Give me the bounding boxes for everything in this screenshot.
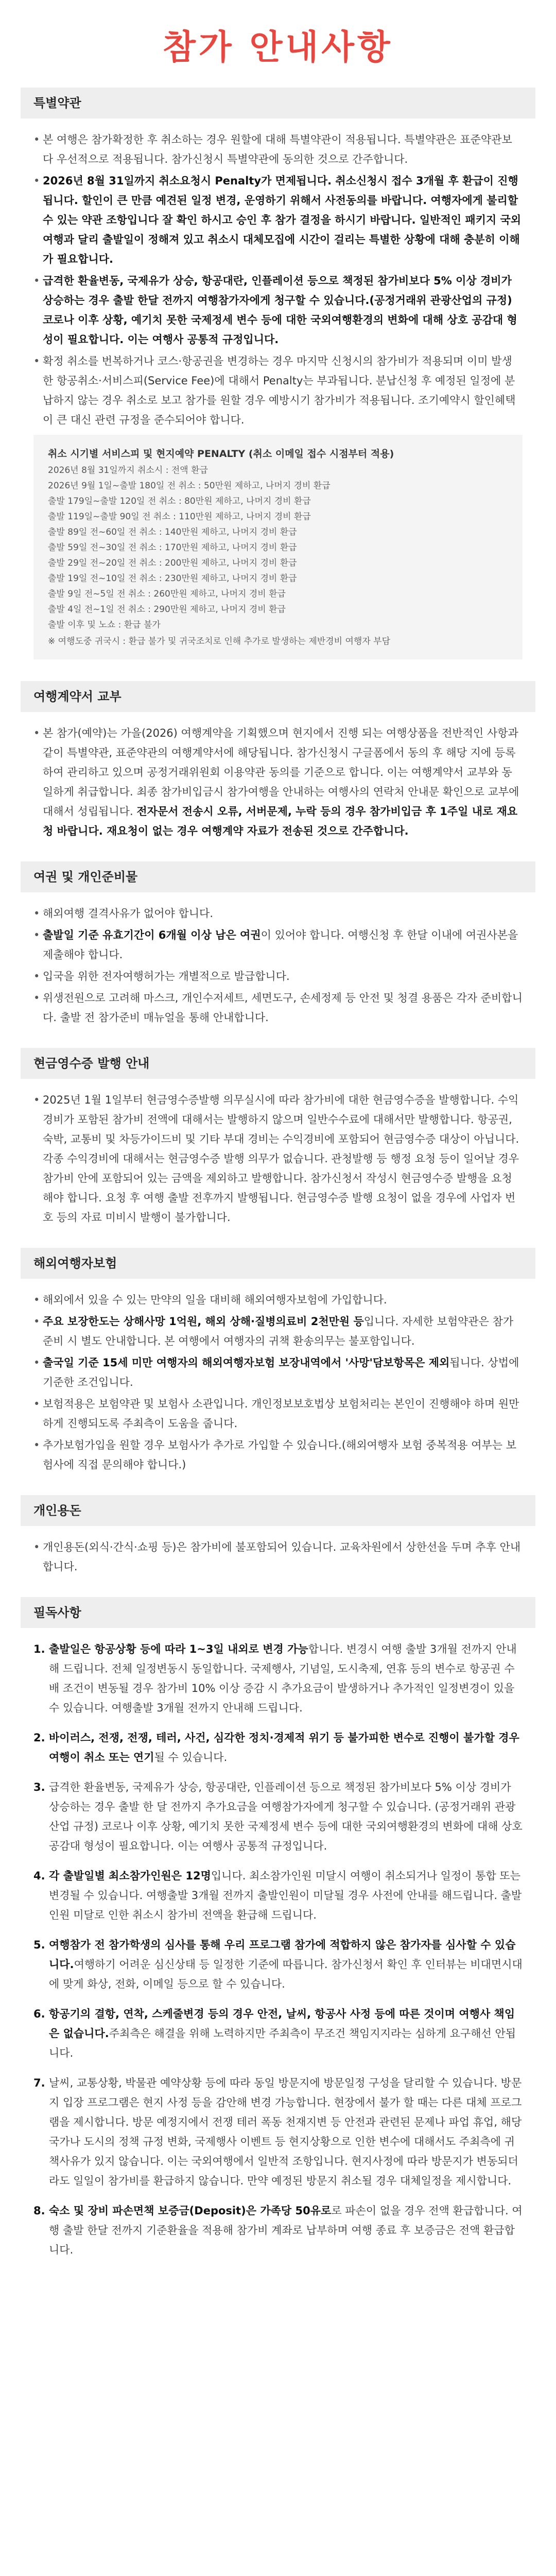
list-item-bold: 출국일 기준 15세 미만 여행자의 해외여행자보험 보장내역에서 '사망'담보항목은 제외 [43,1357,450,1369]
list-item-bold: 숙소 및 장비 파손면책 보증금(Deposit)은 가족당 50유로 [49,2205,332,2217]
page-header [21,0,535,88]
bullet-list [33,1537,523,1577]
list-item-text: 주최측은 해결을 위해 노력하지만 주최측이 무조건 책임지지라는 심하게 요구해선 안됩니다. [49,2027,516,2059]
list-item [33,171,523,269]
section-personal-money [21,1495,535,1597]
list-item [33,967,523,986]
section-body [21,712,535,861]
list-item [33,271,523,349]
section-body [21,1079,535,1248]
penalty-row: 출발 119일~출발 90일 전 취소 : 110만원 제하고, 나머지 경비 환급 [48,512,311,522]
section-receipt [21,1048,535,1248]
list-item-bold: 전자문서 전송시 오류, 서버문제, 누락 등의 경우 참가비입금 후 1주일 내로 재요청 바랍니다. 재요청이 없는 경우 여행계약 자료가 전송된 것으로 간주합니다. [43,805,518,837]
list-item-text: 해외에서 있을 수 있는 만약의 일을 대비해 해외여행자보험에 가입합니다. [43,1294,387,1306]
list-item [33,2201,523,2260]
list-item [33,1639,523,1718]
bullet-list [33,904,523,1027]
penalty-row: 출발 19일 전~10일 전 취소 : 230만원 제하고, 나머지 경비 환급 [48,573,297,584]
list-item-text: 급격한 환율변동, 국제유가 상승, 항공대란, 인플레이션 등으로 책정된 참가비보다 5% 이상 경비가 상승하는 경우 출발 한 달 전까지 추가요금을 여행참가자에게 청구할 수 있습니다. (공정거래위 관광산업 규정) 코로나 이후 상황, 예기치 못한 국제정세 변수 등에 대한 국외여행환경의 변화에 대해 상호 공감대 형성이 필요합니다. 이는 여행사 공통적 규정입니다. [49,1781,523,1852]
list-item [33,1935,523,1994]
list-item-text: 개인용돈(외식·간식·쇼핑 등)은 참가비에 불포함되어 있습니다. 교육차원에서 상한선을 두며 추후 안내합니다. [43,1541,521,1573]
list-item-text: 이 있어야 합니다. 여행신청 후 한달 이내에 여권사본을 제출해야 합니다. [43,929,518,961]
list-item-bold: 항공기의 결항, 연착, 스케줄변경 등의 경우 안전, 날씨, 항공사 사정 등에 따른 것이며 여행사 책임은 없습니다. [49,2008,515,2040]
page-title: 참가 안내사항 [163,27,393,67]
list-item-bold: 바이러스, 전쟁, 전쟁, 테러, 사건, 심각한 정치·경제적 위기 등 불가피한 변수로 진행이 불가할 경우 여행이 취소 또는 연기 [49,1732,519,1764]
list-item-text: 입국을 위한 전자여행허가는 개별적으로 발급합니다. [43,970,290,982]
list-item [33,925,523,964]
penalty-row: 출발 89일 전~60일 전 취소 : 140만원 제하고, 나머지 경비 환급 [48,527,297,537]
list-item [33,1537,523,1577]
penalty-row: 2026년 8월 31일까지 취소시 : 전액 환급 [48,465,208,476]
list-item-bold: 여행참가 전 참가학생의 심사를 통해 우리 프로그램 참가에 적합하지 않은 참가자를 심사할 수 있습니다. [49,1939,516,1971]
bullet-list [33,1090,523,1227]
section-contract [21,681,535,861]
penalty-note: ※ 여행도중 귀국시 : 환급 불가 및 귀국조치로 인해 추가로 발생하는 제반경비 여행자 부담 [48,636,390,647]
item-number: 6. [33,2008,45,2020]
list-item-text: 될 수 있습니다. [154,1751,228,1764]
list-item-text: 본 여행은 참가확정한 후 취소하는 경우 원할에 대해 특별약관이 적용됩니다. 특별약관은 표준약관보다 우선적으로 적용됩니다. 참가신청시 특별약관에 동의한 것으로 간주합니다. [43,133,512,165]
list-item [33,1866,523,1925]
section-body [21,892,535,1048]
list-item [33,904,523,923]
section-body [21,1628,535,2289]
section-heading: 필독사항 [21,1597,535,1628]
penalty-table-title: 취소 시기별 서비스피 및 현지예약 PENALTY (취소 이메일 접수 시점부터 적용) [48,448,394,460]
list-item-bold: 주요 보장한도는 상해사망 1억원, 해외 상해·질병의료비 2천만원 등 [43,1315,364,1328]
list-item-bold: 출발일 기준 유효기간이 6개월 이상 남은 여권 [43,929,261,941]
penalty-table [33,435,523,659]
list-item-text: 합니다. 변경시 여행 출발 3개월 전까지 안내해 드립니다. 전체 일정변동시 동일합니다. 국제행사, 기념일, 도시축제, 연휴 등의 변수로 항공권 수배 조건이 변동될 경우 참가비 10% 이상 증감 시 추가요금이 발생하거나 추가적인 일정변경이 있을 수 있습니다. 여행출발 3개월 전까지 안내해 드립니다. [49,1643,517,1714]
section-body [21,1526,535,1597]
list-item [33,723,523,841]
penalty-row: 출발 이후 및 노쇼 : 환급 불가 [48,620,161,630]
list-item [33,1435,523,1475]
item-number: 7. [33,2077,45,2089]
item-number: 1. [33,1643,45,1655]
list-item [33,130,523,169]
list-item-text: 됩니다. 상법에 기준한 조건입니다. [43,1357,519,1388]
penalty-row: 출발 4일 전~1일 전 취소 : 290만원 제하고, 나머지 경비 환급 [48,604,286,615]
section-heading: 특별약관 [21,88,535,118]
section-must-read [21,1597,535,2289]
list-item [33,1290,523,1310]
bullet-list [33,723,523,841]
list-item [33,1394,523,1433]
section-body [21,1279,535,1495]
list-item [33,1777,523,1856]
list-item [33,1090,523,1227]
item-number: 5. [33,1939,45,1951]
list-item-text: 본 참가(예약)는 가을(2026) 여행계약을 기획했으며 현지에서 진행 되는 여행상품을 전반적인 사항과 같이 특별약관, 표준약관의 여행계약서에 해당됩니다. 참가신청시 구글폼에서 동의 후 해당 지에 등록하여 관리하고 있으며 공정거래위원회 이용약관 동의를 기준으로 합니다. 이는 여행계약서 교부와 동일하게 취급합니다. 최종 참가비입금시 참가여행을 안내하는 여행사의 연락처 안내문 확인으로 교부에 대해서 성립됩니다. [43,727,519,818]
section-special-terms [21,88,535,681]
item-number: 8. [33,2205,45,2217]
list-item-text: 날씨, 교통상황, 박물관 예약상황 등에 따라 동일 방문지에 방문일정 구성을 달리할 수 있습니다. 방문지 입장 프로그램은 현지 사정 등을 감안해 변경 가능합니다. 현장에서 불가 할 때는 다른 대체 프로그램을 제시합니다. 방문 예정지에서 전쟁 테러 폭동 천재지변 등 안전과 관련된 문제나 파업 휴업, 해당국가나 도시의 정책 규정 변화, 국제행사 이벤트 등 현지상황으로 인한 변수에 대해서도 주최측에 귀책사유가 있지 않습니다. 이는 국외여행에서 일반적 조항입니다. 현지사정에 따라 방문지가 변동되더라도 일일이 참가비를 환급하지 않습니다. 만약 예정된 방문지 취소될 경우 대체일정을 제시합니다. [49,2077,522,2187]
list-item [33,351,523,430]
list-item-text: 해외여행 결격사유가 없어야 합니다. [43,907,213,920]
section-insurance [21,1248,535,1495]
list-item-text: 입니다. 최소참가인원 미달시 여행이 취소되거나 일정이 통합 또는 변경될 수 있습니다. 여행출발 3개월 전까지 출발인원이 미달될 경우 사전에 안내를 해드립니다. 출발인원 미달로 인한 취소시 참가비 전액을 환급해 드립니다. [49,1870,522,1921]
item-number: 3. [33,1781,45,1793]
section-heading: 개인용돈 [21,1495,535,1526]
section-body [21,118,535,681]
list-item-bold: 2026년 8월 31일까지 취소요청시 Penalty가 면제됩니다. 취소신청시 접수 3개월 후 환급이 진행됩니다. 할인이 큰 만큼 예견된 일정 변경, 운영하기 위해서 사전동의를 바랍니다. 여행자에게 불리할 수 있는 약관 조항입니다 잘 확인 하시고 승인 후 참가 결정을 하시기 바랍니다. 일반적인 패키지 국외여행과 달리 출발일이 정해져 있고 취소시 대체모집에 시간이 걸리는 특별한 상황에 대해 충분히 이해가 필요합니다. [43,175,522,265]
penalty-row: 2026년 9월 1일~출발 180일 전 취소 : 50만원 제하고, 나머지 경비 환급 [48,481,331,491]
section-heading: 해외여행자보험 [21,1248,535,1279]
numbered-list [33,1639,523,2260]
list-item-bold: 출발일은 항공상황 등에 따라 1~3일 내외로 변경 가능 [49,1643,308,1655]
bullet-list [33,1290,523,1475]
section-heading: 여행계약서 교부 [21,681,535,712]
list-item [33,1728,523,1767]
list-item-bold: 각 출발일별 최소참가인원은 12명 [49,1870,211,1882]
penalty-row: 출발 179일~출발 120일 전 취소 : 80만원 제하고, 나머지 경비 환급 [48,496,311,506]
list-item [33,988,523,1027]
section-heading: 여권 및 개인준비물 [21,861,535,892]
list-item-text: 입니다. 자세한 보험약관은 참가준비 시 별도 안내합니다. 본 여행에서 여행자의 귀책 환송의무는 불포함입니다. [43,1315,514,1347]
list-item [33,1353,523,1392]
penalty-row: 출발 29일 전~20일 전 취소 : 200만원 제하고, 나머지 경비 환급 [48,558,297,568]
list-item [33,2004,523,2063]
list-item-text: 추가보험가입을 원할 경우 보험사가 추가로 가입할 수 있습니다.(해외여행자 보험 중복적용 여부는 보험사에 직접 문의해야 합니다.) [43,1439,517,1471]
list-item [33,1312,523,1351]
bullet-list [33,130,523,430]
list-item-text: 여행하기 어려운 심신상태 등 일정한 기준에 따릅니다. 참가신청서 확인 후 인터뷰는 비대면시대에 맞게 화상, 전화, 이메일 등으로 할 수 있습니다. [49,1958,523,1990]
list-item-text: 로 파손이 없을 경우 전액 환급합니다. 여행 출발 한달 전까지 기준환율을 적용해 참가비 계좌로 납부하며 여행 종료 후 보증금은 전액 환급합니다. [49,2205,523,2256]
penalty-row: 출발 59일 전~30일 전 취소 : 170만원 제하고, 나머지 경비 환급 [48,543,297,553]
section-passport [21,861,535,1048]
section-heading: 현금영수증 발행 안내 [21,1048,535,1079]
item-number: 2. [33,1732,45,1744]
item-number: 4. [33,1870,45,1882]
list-item-text: 보험적용은 보험약관 및 보험사 소관입니다. 개인정보보호법상 보험처리는 본인이 진행해야 하며 원만하게 진행되도록 주최측이 도움을 줍니다. [43,1398,519,1430]
penalty-row: 출발 9일 전~5일 전 취소 : 260만원 제하고, 나머지 경비 환급 [48,589,286,599]
list-item-bold: 급격한 환율변동, 국제유가 상승, 항공대란, 인플레이션 등으로 책정된 참가비보다 5% 이상 경비가 상승하는 경우 출발 한달 전까지 여행참가자에게 청구할 수 있습니다.(공정거래위 관광산업의 규정) 코로나 이후 상황, 예기치 못한 국제정세 변수 등에 대한 국외여행환경의 변화에 대해 상호 공감대 형성이 필요합니다. 이는 여행사 공통적 규정입니다. [43,275,517,346]
list-item-text: 2025년 1월 1일부터 현금영수증발행 의무실시에 따라 참가비에 대한 현금영수증을 발행합니다. 수익경비가 포함된 참가비 전액에 대해서는 발행하지 않으며 일반수수료에 대해서만 발행합니다. 항공권, 숙박, 교통비 및 차등가이드비 및 기타 부대 경비는 수익경비에 포함되어 현금영수증 대상이 아닙니다. 각종 수익경비에 대해서는 현금영수증 발행 의무가 없습니다. 관청발행 등 행정 요청 등이 일어날 경우 참가비 안에 포함되어 있는 금액을 제외하고 발행합니다. 참가신청서 작성시 현금영수증 발행을 요청해야 합니다. 요청 후 여행 출발 전후까지 발행됩니다. 현금영수증 발행 요청이 없을 경우에 사업자 번호 등의 자료 미비시 발행이 불가합니다. [43,1094,519,1224]
list-item-text: 확정 취소를 번복하거나 코스·항공권을 변경하는 경우 마지막 신청시의 참가비가 적용되며 이미 발생한 항공취소·서비스피(Service Fee)에 대해서 Penalty는 부과됩니다. 분납신청 후 예정된 일정에 분납하지 않는 경우 취소로 보고 참가를 원할 경우 예방시기 참가비가 적용됩니다. 조기예약시 할인혜택이 큰 대신 관련 규정을 준수되어야 합니다. [43,355,516,426]
list-item [33,2073,523,2191]
list-item-text: 위생전원으로 고려해 마스크, 개인수저세트, 세면도구, 손세정제 등 안전 및 청결 용품은 각자 준비합니다. 출발 전 참가준비 매뉴얼을 통해 안내합니다. [43,992,523,1024]
